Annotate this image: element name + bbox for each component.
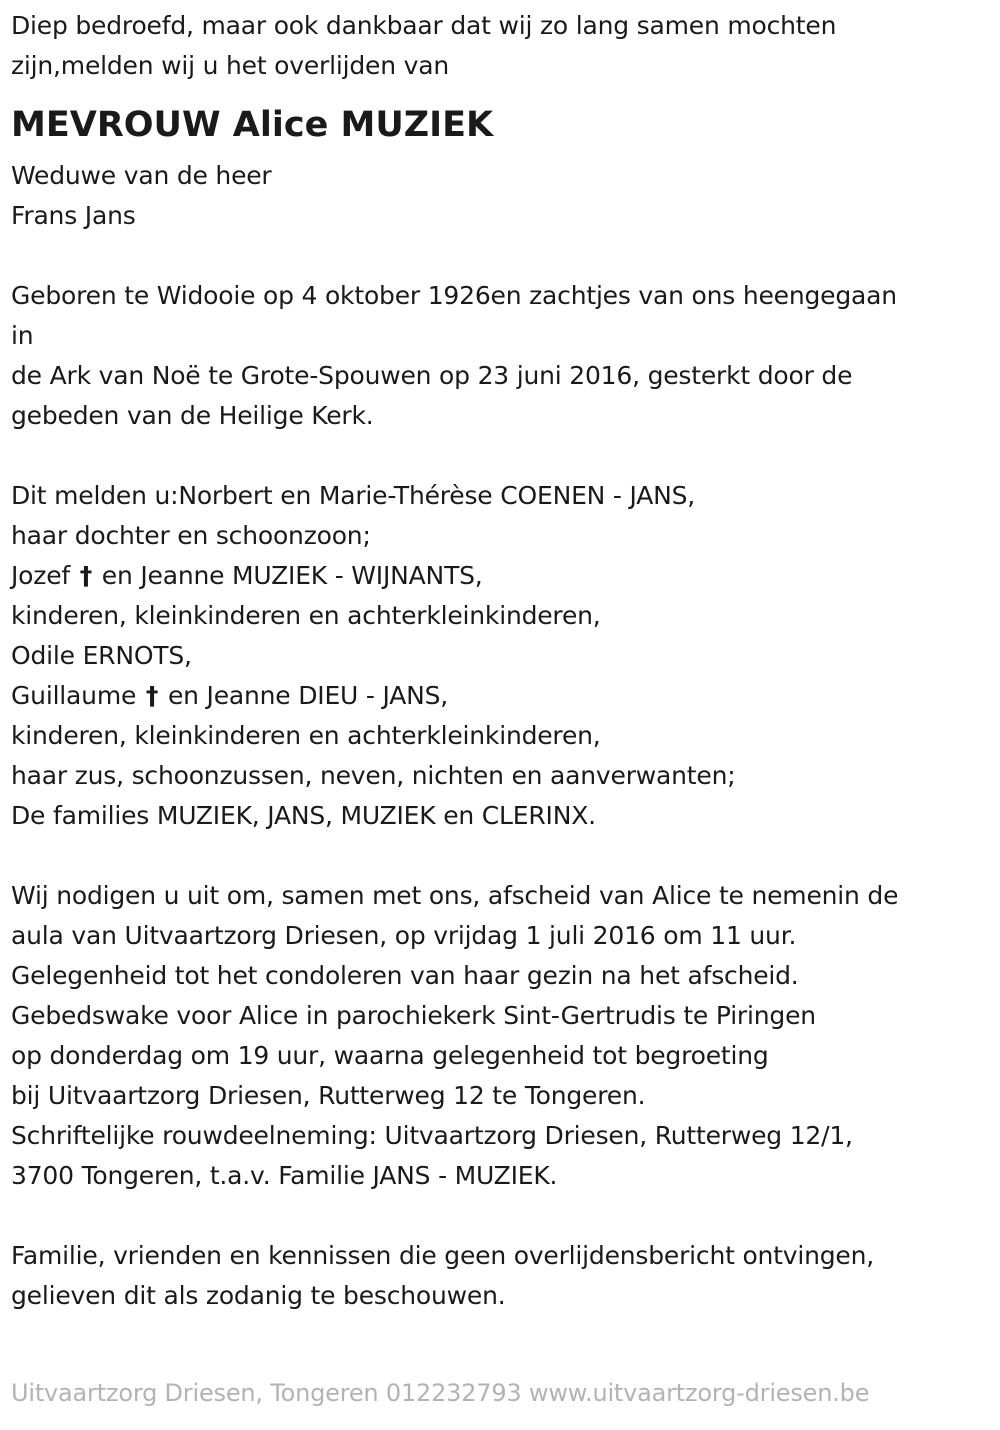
- family-member-rest: en Jeanne MUZIEK - WIJNANTS,: [101, 561, 483, 590]
- ceremony-line: Schriftelijke rouwdeelneming: Uitvaartzorg Driesen, Rutterweg 12/1,: [11, 1121, 853, 1150]
- funeral-home-footer: Uitvaartzorg Driesen, Tongeren 012232793 www.uitvaartzorg-driesen.be: [11, 1379, 870, 1407]
- deceased-name: MEVROUW Alice MUZIEK: [11, 105, 494, 145]
- closing-line: gelieven dit als zodanig te beschouwen.: [11, 1281, 506, 1310]
- ceremony-line: Gelegenheid tot het condoleren van haar gezin na het afscheid.: [11, 961, 799, 990]
- obituary-notice: [11, 6, 986, 1316]
- cross-icon: †: [145, 681, 159, 710]
- family-list: [11, 476, 986, 836]
- birth-death-line: Geboren te Widooie op 4 oktober 1926en zachtjes van ons heengegaan: [11, 281, 897, 310]
- ceremony-line: Gebedswake voor Alice in parochiekerk Sint-Gertrudis te Piringen: [11, 1001, 816, 1030]
- family-line: kinderen, kleinkinderen en achterkleinkinderen,: [11, 721, 601, 750]
- family-member-name: Guillaume: [11, 681, 137, 710]
- ceremony-line: aula van Uitvaartzorg Driesen, op vrijdag 1 juli 2016 om 11 uur.: [11, 921, 797, 950]
- ceremony-line: 3700 Tongeren, t.a.v. Familie JANS - MUZIEK.: [11, 1161, 558, 1190]
- family-line: Odile ERNOTS,: [11, 641, 192, 670]
- birth-death-line: de Ark van Noë te Grote-Spouwen op 23 juni 2016, gesterkt door de: [11, 361, 853, 390]
- family-member-rest: en Jeanne DIEU - JANS,: [167, 681, 449, 710]
- family-line: haar dochter en schoonzoon;: [11, 521, 371, 550]
- ceremony-paragraph: [11, 876, 986, 1196]
- spacer: [11, 836, 986, 876]
- ceremony-line: op donderdag om 19 uur, waarna gelegenheid tot begroeting: [11, 1041, 769, 1070]
- intro-line: Diep bedroefd, maar ook dankbaar dat wij zo lang samen mochten: [11, 11, 837, 40]
- birth-death-line: in: [11, 321, 34, 350]
- family-member-name: Jozef: [11, 561, 70, 590]
- family-line: haar zus, schoonzussen, neven, nichten en aanverwanten;: [11, 761, 736, 790]
- spacer: [11, 1196, 986, 1236]
- birth-death-paragraph: [11, 276, 986, 436]
- spacer: [11, 236, 986, 276]
- ceremony-line: Wij nodigen u uit om, samen met ons, afscheid van Alice te nemenin de: [11, 881, 899, 910]
- ceremony-line: bij Uitvaartzorg Driesen, Rutterweg 12 te Tongeren.: [11, 1081, 646, 1110]
- family-line: De families MUZIEK, JANS, MUZIEK en CLERINX.: [11, 801, 596, 830]
- family-line: kinderen, kleinkinderen en achterkleinkinderen,: [11, 601, 601, 630]
- cross-icon: †: [79, 561, 93, 590]
- family-line: [11, 556, 986, 596]
- widow-of-line: Weduwe van de heer: [11, 161, 272, 190]
- widow-of: [11, 156, 986, 236]
- intro-text: [11, 6, 986, 86]
- family-line: Dit melden u:Norbert en Marie-Thérèse COENEN - JANS,: [11, 481, 696, 510]
- family-line: [11, 676, 986, 716]
- intro-line: zijn,melden wij u het overlijden van: [11, 51, 449, 80]
- widow-of-line: Frans Jans: [11, 201, 136, 230]
- spacer: [11, 436, 986, 476]
- closing-paragraph: [11, 1236, 986, 1316]
- birth-death-line: gebeden van de Heilige Kerk.: [11, 401, 374, 430]
- closing-line: Familie, vrienden en kennissen die geen overlijdensbericht ontvingen,: [11, 1241, 875, 1270]
